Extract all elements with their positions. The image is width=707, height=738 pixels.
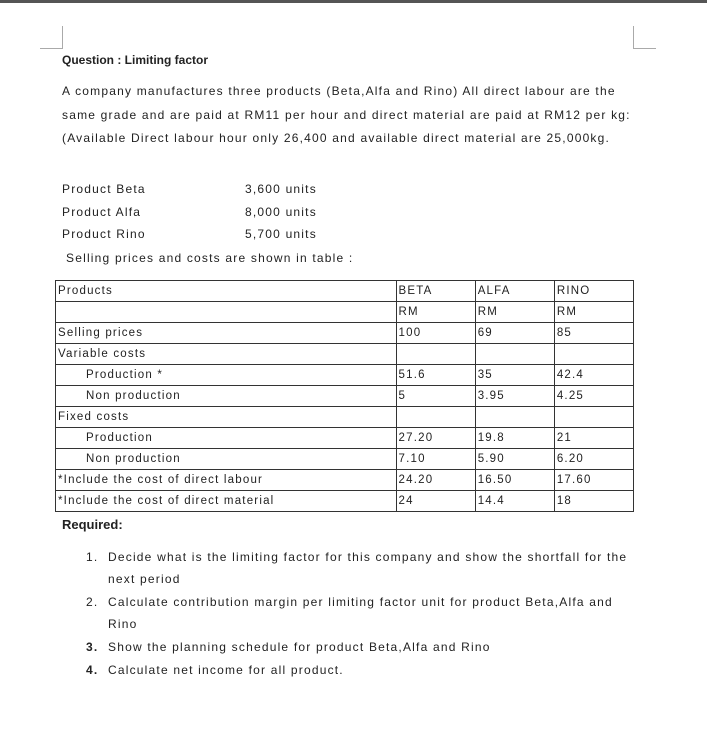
table-cell [396,344,475,365]
table-cell: 6.20 [554,449,633,470]
required-heading: Required: [62,517,123,532]
product-units: 3,600 units [245,182,317,196]
task-text: Calculate net income for all product. [108,663,344,677]
product-name: Product Rino [62,227,146,241]
table-row [56,386,634,407]
table-row [56,428,634,449]
task-number: 3. [86,640,99,654]
task-item [86,659,646,681]
question-paragraph: A company manufactures three products (Beta,Alfa and Rino) All direct labour are the same grade and are paid at RM11 per hour and direct material are paid at RM12 per kg: (Available Direct labour hour only 26,400 and available direct material are 25,000kg. [62,84,631,145]
task-text: Show the planning schedule for product Beta,Alfa and Rino [108,640,491,654]
product-name: Product Alfa [62,204,142,219]
table-row [56,302,634,323]
table-cell: 17.60 [554,470,633,491]
product-name: Product Beta [62,182,146,196]
product-units: 5,700 units [245,227,317,241]
table-cell: 42.4 [554,365,633,386]
table-row [56,344,634,365]
table-cell: 18 [554,491,633,512]
table-cell [475,407,554,428]
table-cell [554,407,633,428]
row-label [56,302,397,323]
table-cell: RM [554,302,633,323]
table-cell: 16.50 [475,470,554,491]
row-label: Production * [56,365,397,386]
table-cell: 5.90 [475,449,554,470]
cost-table [55,280,634,512]
table-cell: RM [396,302,475,323]
row-label: Variable costs [56,344,397,365]
table-cell [396,407,475,428]
task-list [86,546,646,682]
table-cell: 14.4 [475,491,554,512]
table-cell: 7.10 [396,449,475,470]
row-label: Selling prices [56,323,397,344]
table-row [56,470,634,491]
product-units: 8,000 units [245,204,317,219]
table-row [56,281,634,302]
task-number: 4. [86,663,99,677]
question-title: Question : Limiting factor [62,53,208,67]
table-cell: 24 [396,491,475,512]
row-label: Fixed costs [56,407,397,428]
task-item [86,591,646,635]
table-row [56,365,634,386]
table-cell: 4.25 [554,386,633,407]
task-number: 1. [86,550,99,564]
page-corner-mark [40,26,63,49]
task-item [86,636,646,658]
table-cell: 19.8 [475,428,554,449]
table-cell [475,344,554,365]
table-cell: 5 [396,386,475,407]
table-cell: RINO [554,281,633,302]
row-label: Non production [56,449,397,470]
task-item [86,546,646,590]
table-cell: RM [475,302,554,323]
table-row [56,407,634,428]
table-cell: 27.20 [396,428,475,449]
table-cell: ALFA [475,281,554,302]
window-top-border [0,0,707,3]
table-row [56,449,634,470]
table-cell: 21 [554,428,633,449]
table-cell: 100 [396,323,475,344]
table-cell: BETA [396,281,475,302]
row-label: Production [56,428,397,449]
row-label: Non production [56,386,397,407]
table-row [56,323,634,344]
row-label: *Include the cost of direct labour [56,470,397,491]
table-cell [554,344,633,365]
task-text: Decide what is the limiting factor for this company and show the shortfall for the next period [108,550,628,586]
table-cell: 3.95 [475,386,554,407]
table-cell: 69 [475,323,554,344]
table-cell: 51.6 [396,365,475,386]
table-cell: 35 [475,365,554,386]
task-text: Calculate contribution margin per limiting factor unit for product Beta,Alfa and Rino [108,595,613,631]
table-cell: 24.20 [396,470,475,491]
page-corner-mark [633,26,656,49]
row-label: Products [56,281,397,302]
table-cell: 85 [554,323,633,344]
table-row [56,491,634,512]
row-label: *Include the cost of direct material [56,491,397,512]
task-number: 2. [86,595,99,609]
table-intro: Selling prices and costs are shown in table : [66,251,354,265]
